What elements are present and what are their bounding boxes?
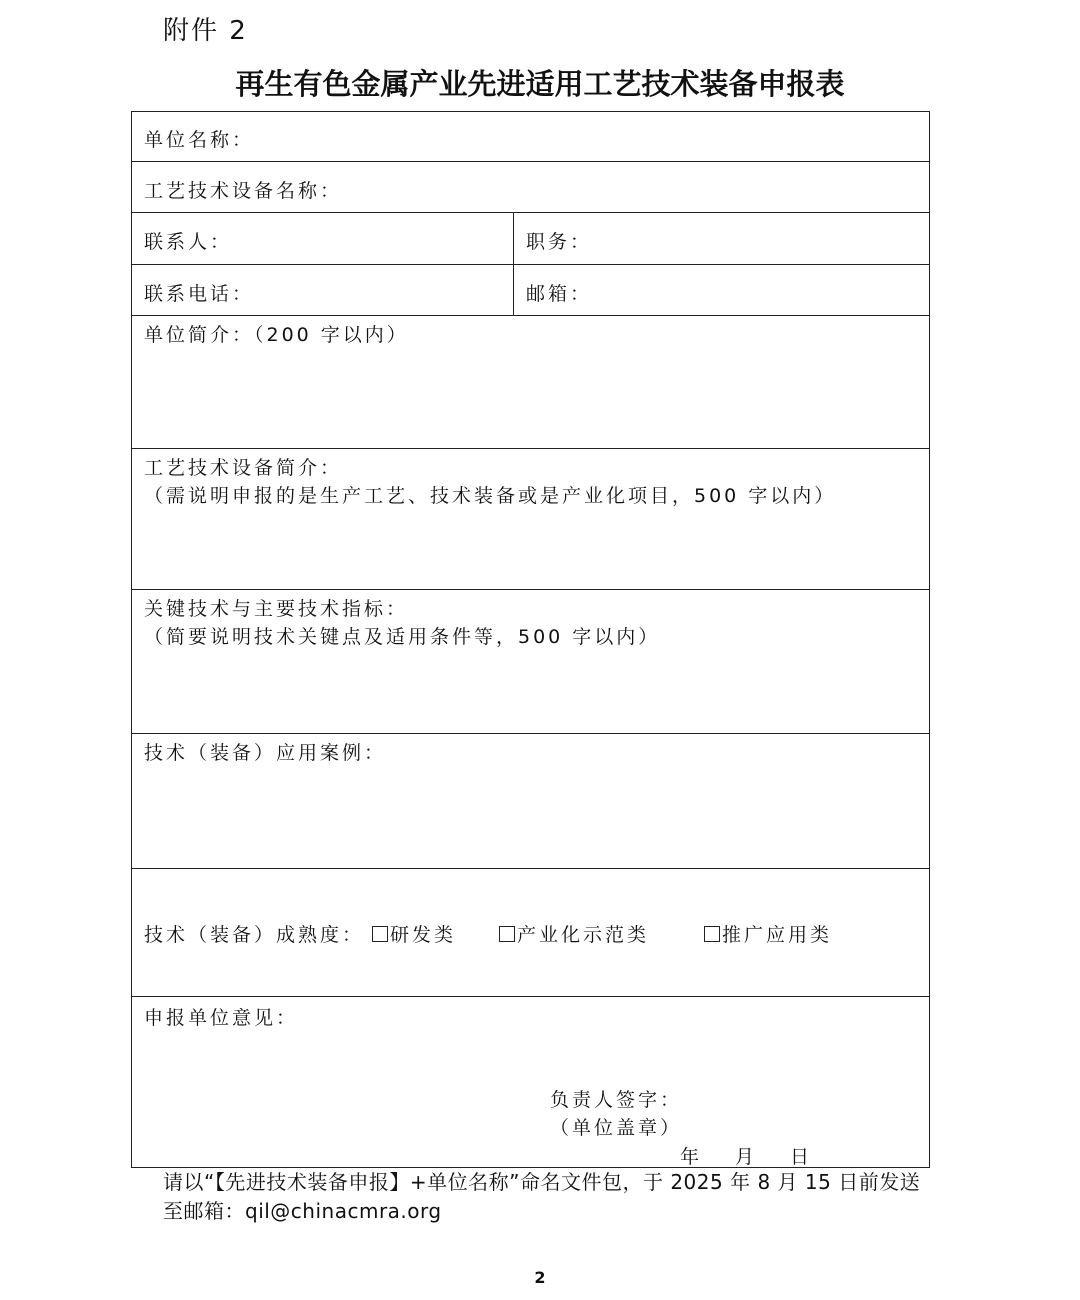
row-phone — [132, 265, 929, 316]
phone-cell — [132, 265, 514, 315]
row-unit-name — [132, 112, 929, 162]
position-label: 职务： — [526, 231, 593, 253]
row-key-tech — [132, 590, 929, 734]
row-maturity — [132, 869, 929, 997]
row-unit-intro — [132, 316, 929, 449]
tech-intro-hint: （需说明申报的是生产工艺、技术装备或是产业化项目，500 字以内） — [144, 485, 837, 507]
checkbox-rd[interactable] — [372, 926, 388, 942]
contact-person-label: 联系人： — [144, 231, 233, 253]
contact-person-cell — [132, 213, 514, 264]
phone-label: 联系电话： — [144, 283, 255, 305]
tech-intro-label: 工艺技术设备简介： — [144, 457, 343, 479]
maturity-option-demo[interactable] — [499, 920, 649, 947]
key-tech-hint: （简要说明技术关键点及适用条件等，500 字以内） — [144, 626, 661, 648]
attachment-label: 附件 2 — [163, 16, 248, 46]
row-opinion — [132, 997, 929, 1169]
maturity-label: 技术（装备）成熟度： — [144, 924, 365, 946]
row-tech-intro — [132, 449, 929, 590]
checkbox-promote[interactable] — [704, 926, 720, 942]
maturity-option-rd[interactable] — [372, 920, 456, 947]
seal-label: （单位盖章） — [550, 1117, 683, 1139]
submission-note: 请以“【先进技术装备申报】+单位名称”命名文件包，于 2025 年 8 月 15 日前发送至邮箱：qil@chinacmra.org — [163, 1170, 921, 1223]
date-day: 日 — [790, 1146, 813, 1168]
email-label: 邮箱： — [526, 283, 593, 305]
maturity-option-promote[interactable] — [704, 920, 832, 947]
date-year: 年 — [680, 1146, 703, 1168]
signature-label: 负责人签字： — [550, 1089, 683, 1111]
application-form — [131, 111, 930, 1168]
option-demo-text: 产业化示范类 — [517, 924, 650, 946]
unit-name-label: 单位名称： — [144, 129, 255, 151]
position-cell — [514, 213, 931, 264]
unit-intro-label: 单位简介：（200 字以内） — [144, 324, 409, 346]
row-tech-name — [132, 162, 929, 213]
opinion-label: 申报单位意见： — [144, 1007, 299, 1029]
date-month: 月 — [735, 1146, 758, 1168]
page-number: 2 — [534, 1268, 546, 1287]
checkbox-demo[interactable] — [499, 926, 515, 942]
key-tech-label: 关键技术与主要技术指标： — [144, 598, 409, 620]
cases-label: 技术（装备）应用案例： — [144, 742, 387, 764]
tech-name-label: 工艺技术设备名称： — [144, 180, 343, 202]
form-title: 再生有色金属产业先进适用工艺技术装备申报表 — [235, 67, 845, 101]
option-rd-text: 研发类 — [390, 924, 457, 946]
email-cell — [514, 265, 931, 315]
option-promote-text: 推广应用类 — [722, 924, 833, 946]
row-contact — [132, 213, 929, 265]
row-cases — [132, 734, 929, 869]
